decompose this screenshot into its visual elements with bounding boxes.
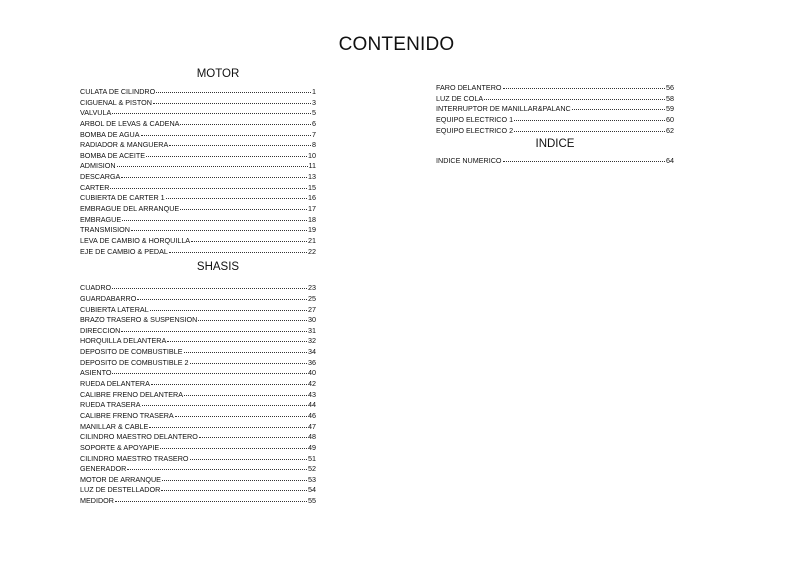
dot-leader <box>117 161 308 167</box>
toc-entry-page-number: 48 <box>308 432 316 442</box>
dot-leader <box>112 368 307 374</box>
dot-leader <box>184 390 307 396</box>
dot-leader <box>141 130 311 136</box>
toc-entry[interactable] <box>80 390 316 401</box>
dot-leader <box>190 358 307 364</box>
toc-entry-label: EMBRAGUE <box>80 214 122 224</box>
toc-entry[interactable] <box>80 294 316 305</box>
toc-entry-page-number: 52 <box>308 464 316 474</box>
toc-entry-page-number: 53 <box>308 474 316 484</box>
dot-leader <box>180 204 307 210</box>
toc-entry-label: CIGUENAL & PISTON <box>80 97 152 107</box>
toc-entry-label: DESCARGA <box>80 172 121 182</box>
toc-entry-label: RADIADOR & MANGUERA <box>80 140 169 150</box>
toc-entry[interactable] <box>80 236 316 247</box>
toc-entry[interactable] <box>436 83 674 94</box>
toc-entry-label: CALIBRE FRENO DELANTERA <box>80 389 184 399</box>
dot-leader <box>160 443 307 449</box>
toc-entry-page-number: 7 <box>312 129 316 139</box>
toc-entry[interactable] <box>80 464 316 475</box>
toc-entry-label: LUZ DE DESTELLADOR <box>80 485 161 495</box>
dot-leader <box>146 151 307 157</box>
toc-entry-page-number: 62 <box>666 125 674 135</box>
toc-entry-label: EQUIPO ELECTRICO 1 <box>436 114 514 124</box>
toc-entry[interactable] <box>80 400 316 411</box>
toc-entry-label: CULATA DE CILINDRO <box>80 87 156 96</box>
toc-entry-page-number: 34 <box>308 347 316 357</box>
toc-entry-page-number: 13 <box>308 172 316 182</box>
toc-entry-label: MEDIDOR <box>80 496 114 506</box>
toc-list-indice <box>436 156 674 167</box>
toc-entry-page-number: 43 <box>308 389 316 399</box>
toc-entry-page-number: 49 <box>308 442 316 452</box>
toc-entry[interactable] <box>80 496 316 507</box>
section-heading-shasis: SHASIS <box>196 261 240 274</box>
dot-leader <box>161 485 307 491</box>
toc-entry[interactable] <box>80 379 316 390</box>
toc-entry[interactable] <box>80 454 316 465</box>
dot-leader <box>122 215 307 221</box>
dot-leader <box>180 119 311 125</box>
toc-entry[interactable] <box>80 305 316 316</box>
toc-entry[interactable] <box>436 126 674 137</box>
toc-entry-label: ASIENTO <box>80 368 112 378</box>
toc-entry-page-number: 54 <box>308 485 316 495</box>
toc-entry[interactable] <box>80 315 316 326</box>
toc-entry[interactable] <box>80 422 316 433</box>
toc-entry-label: INDICE NUMERICO <box>436 156 502 166</box>
toc-list-electrico <box>436 83 674 136</box>
toc-entry-page-number: 3 <box>312 97 316 107</box>
toc-entry-page-number: 8 <box>312 140 316 150</box>
dot-leader <box>110 183 307 189</box>
toc-entry[interactable] <box>80 283 316 294</box>
toc-left-column <box>80 66 316 507</box>
dot-leader <box>503 83 666 89</box>
dot-leader <box>198 315 307 321</box>
toc-entry[interactable] <box>80 411 316 422</box>
toc-entry[interactable] <box>80 432 316 443</box>
toc-entry-page-number: 32 <box>308 336 316 346</box>
toc-entry[interactable] <box>80 347 316 358</box>
dot-leader <box>150 305 307 311</box>
toc-entry-page-number: 16 <box>308 193 316 203</box>
dot-leader <box>191 236 307 242</box>
toc-entry[interactable] <box>80 247 316 258</box>
toc-entry-page-number: 58 <box>666 93 674 103</box>
toc-entry-page-number: 47 <box>308 421 316 431</box>
toc-entry-page-number: 10 <box>308 150 316 160</box>
dot-leader <box>162 475 307 481</box>
toc-entry-label: BOMBA DE AGUA <box>80 129 140 139</box>
dot-leader <box>137 294 307 300</box>
toc-entry[interactable] <box>80 475 316 486</box>
toc-entry-label: RUEDA DELANTERA <box>80 379 150 389</box>
toc-entry-label: BRAZO TRASERO & SUSPENSION <box>80 315 198 325</box>
toc-entry-label: CILINDRO MAESTRO DELANTERO <box>80 432 198 442</box>
dot-leader <box>121 326 307 332</box>
dot-leader <box>112 283 307 289</box>
toc-entry[interactable] <box>80 204 316 215</box>
toc-entry-label: GUARDABARRO <box>80 293 137 303</box>
section-electrico <box>436 83 674 136</box>
toc-list-motor <box>80 87 316 257</box>
toc-entry-page-number: 30 <box>308 315 316 325</box>
dot-leader <box>156 87 311 93</box>
toc-entry[interactable] <box>80 161 316 172</box>
toc-entry[interactable] <box>436 94 674 105</box>
toc-entry-page-number: 5 <box>312 108 316 118</box>
toc-entry-label: ADMISION <box>80 161 116 171</box>
toc-entry-label: GENERADOR <box>80 464 127 474</box>
dot-leader <box>199 432 307 438</box>
toc-entry[interactable] <box>80 172 316 183</box>
dot-leader <box>112 108 311 114</box>
toc-entry[interactable] <box>80 183 316 194</box>
toc-entry[interactable] <box>80 87 316 98</box>
dot-leader <box>572 104 665 110</box>
dot-leader <box>514 115 665 121</box>
toc-entry-page-number: 31 <box>308 325 316 335</box>
toc-entry-page-number: 42 <box>308 379 316 389</box>
toc-entry-label: SOPORTE & APOYAPIE <box>80 442 160 452</box>
toc-entry-label: RUEDA TRASERA <box>80 400 141 410</box>
toc-entry-page-number: 19 <box>308 225 316 235</box>
toc-entry-label: BOMBA DE ACEITE <box>80 150 146 160</box>
toc-entry-label: FARO DELANTERO <box>436 83 502 92</box>
toc-entry-page-number: 44 <box>308 400 316 410</box>
toc-entry-page-number: 27 <box>308 304 316 314</box>
toc-entry[interactable] <box>80 326 316 337</box>
toc-entry[interactable] <box>80 368 316 379</box>
toc-entry-label: MOTOR DE ARRANQUE <box>80 474 161 484</box>
dot-leader <box>514 126 665 132</box>
toc-entry-page-number: 18 <box>308 214 316 224</box>
section-indice <box>436 137 674 167</box>
toc-entry-page-number: 11 <box>308 161 316 171</box>
dot-leader <box>484 94 665 100</box>
toc-entry-label: TRANSMISION <box>80 225 130 235</box>
toc-entry[interactable] <box>80 98 316 109</box>
dot-leader <box>121 172 307 178</box>
toc-entry[interactable] <box>80 336 316 347</box>
toc-entry-page-number: 22 <box>308 246 316 256</box>
toc-entry[interactable] <box>80 140 316 151</box>
section-heading-motor: MOTOR <box>196 68 240 80</box>
toc-entry-label: LEVA DE CAMBIO & HORQUILLA <box>80 235 191 245</box>
dot-leader <box>166 193 307 199</box>
toc-entry-label: CALIBRE FRENO TRASERA <box>80 410 174 420</box>
toc-entry-page-number: 17 <box>308 204 316 214</box>
dot-leader <box>149 422 307 428</box>
toc-entry-label: CUBIERTA DE CARTER 1 <box>80 193 165 203</box>
dot-leader <box>169 140 311 146</box>
dot-leader <box>167 336 307 342</box>
toc-entry-page-number: 55 <box>308 496 316 506</box>
dot-leader <box>153 98 311 104</box>
toc-entry-page-number: 64 <box>666 156 674 166</box>
toc-entry-label: LUZ DE COLA <box>436 93 484 103</box>
toc-entry-page-number: 51 <box>308 453 316 463</box>
dot-leader <box>169 247 307 253</box>
toc-entry[interactable] <box>436 115 674 126</box>
dot-leader <box>503 156 666 162</box>
dot-leader <box>184 347 307 353</box>
toc-right-column <box>436 83 674 167</box>
toc-entry-page-number: 15 <box>308 182 316 192</box>
toc-entry-page-number: 23 <box>308 283 316 293</box>
toc-entry[interactable] <box>80 225 316 236</box>
toc-entry-page-number: 1 <box>312 87 316 96</box>
toc-entry-label: DEPOSITO DE COMBUSTIBLE 2 <box>80 357 189 367</box>
toc-entry[interactable] <box>80 108 316 119</box>
toc-entry-label: EMBRAGUE DEL ARRANQUE <box>80 204 180 214</box>
toc-entry[interactable] <box>436 156 674 167</box>
toc-entry-page-number: 46 <box>308 410 316 420</box>
dot-leader <box>127 464 307 470</box>
section-shasis <box>80 260 316 506</box>
toc-entry-label: CUBIERTA LATERAL <box>80 304 149 314</box>
dot-leader <box>151 379 307 385</box>
dot-leader <box>190 454 308 460</box>
toc-entry-page-number: 36 <box>308 357 316 367</box>
toc-entry-label: EQUIPO ELECTRICO 2 <box>436 125 514 135</box>
dot-leader <box>142 400 307 406</box>
toc-entry-label: CUADRO <box>80 283 112 293</box>
toc-entry[interactable] <box>80 443 316 454</box>
toc-entry-page-number: 21 <box>308 235 316 245</box>
section-motor <box>80 67 316 257</box>
toc-entry[interactable] <box>80 215 316 226</box>
toc-entry-page-number: 56 <box>666 83 674 92</box>
toc-entry-label: CARTER <box>80 182 110 192</box>
toc-entry[interactable] <box>80 119 316 130</box>
toc-entry-label: ARBOL DE LEVAS & CADENA <box>80 118 180 128</box>
toc-list-shasis <box>80 283 316 506</box>
toc-entry-page-number: 6 <box>312 118 316 128</box>
toc-entry[interactable] <box>80 151 316 162</box>
toc-entry-page-number: 59 <box>666 104 674 114</box>
toc-entry-label: DIRECCION <box>80 325 121 335</box>
toc-entry-label: EJE DE CAMBIO & PEDAL <box>80 246 168 256</box>
toc-entry-label: HORQUILLA DELANTERA <box>80 336 167 346</box>
page-title: CONTENIDO <box>338 34 455 55</box>
dot-leader <box>115 496 307 502</box>
toc-entry[interactable] <box>436 104 674 115</box>
toc-entry[interactable] <box>80 193 316 204</box>
toc-entry-label: VALVULA <box>80 108 112 118</box>
toc-entry-label: DEPOSITO DE COMBUSTIBLE <box>80 347 183 357</box>
toc-entry[interactable] <box>80 130 316 141</box>
toc-entry-page-number: 60 <box>666 114 674 124</box>
dot-leader <box>131 225 307 231</box>
toc-entry[interactable] <box>80 358 316 369</box>
toc-entry-page-number: 25 <box>308 293 316 303</box>
toc-entry[interactable] <box>80 485 316 496</box>
dot-leader <box>175 411 307 417</box>
section-heading-indice: INDICE <box>535 138 575 151</box>
toc-entry-label: INTERRUPTOR DE MANILLAR&PALANC <box>436 104 571 114</box>
toc-entry-page-number: 40 <box>308 368 316 378</box>
toc-entry-label: CILINDRO MAESTRO TRASERO <box>80 453 189 463</box>
toc-entry-label: MANILLAR & CABLE <box>80 421 149 431</box>
